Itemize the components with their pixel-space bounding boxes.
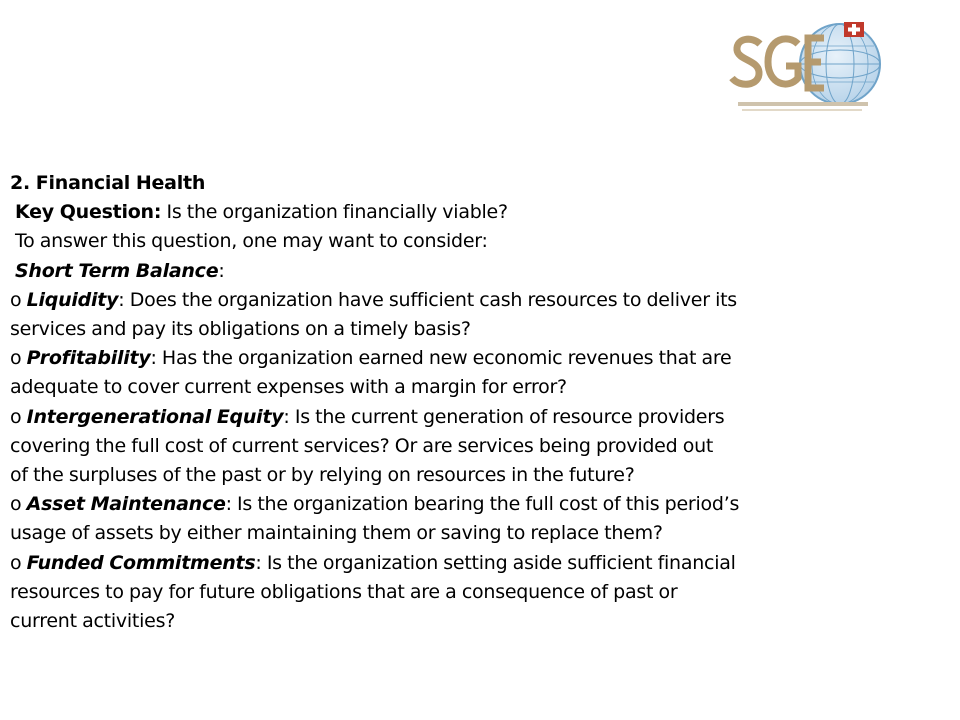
bullet-intergenerational-equity: o Intergenerational Equity: Is the current generation of resource providers <box>10 405 725 428</box>
logo-letters <box>732 38 824 88</box>
bullet-funded-commitments-cont: current activities? <box>10 610 176 633</box>
bullet-liquidity-cont: services and pay its obligations on a timely basis? <box>10 318 471 341</box>
bullet-profitability: o Profitability: Has the organization earned new economic revenues that are <box>10 347 732 370</box>
key-question-text: Is the organization financially viable? <box>161 201 508 224</box>
bullet-liquidity: o Liquidity: Does the organization have sufficient cash resources to deliver its <box>10 288 737 311</box>
bullet-asset-maintenance-cont: usage of assets by either maintaining them or saving to replace them? <box>10 522 663 545</box>
bullet-intergenerational-equity-cont: of the surpluses of the past or by relying on resources in the future? <box>10 464 635 487</box>
sgeo-logo <box>728 14 893 124</box>
bullet-funded-commitments-cont: resources to pay for future obligations that are a consequence of past or <box>10 580 678 603</box>
bullet-asset-maintenance: o Asset Maintenance: Is the organization bearing the full cost of this period’s <box>10 493 740 516</box>
section-heading: 2. Financial Health <box>10 172 206 194</box>
intro-text: To answer this question, one may want to consider: <box>15 230 488 253</box>
logo-tagline <box>738 102 868 111</box>
key-question <box>10 198 870 227</box>
globe-icon <box>728 14 893 124</box>
flag <box>844 22 864 37</box>
bullet-intergenerational-equity-cont: covering the full cost of current services? Or are services being provided out <box>10 434 714 457</box>
key-question-label: Key Question: <box>15 201 162 224</box>
subheading: Short Term Balance: <box>15 259 225 282</box>
bullet-profitability-cont: adequate to cover current expenses with a margin for error? <box>10 376 567 399</box>
document-body <box>10 169 870 636</box>
bullet-funded-commitments: o Funded Commitments: Is the organization setting aside sufficient financial <box>10 551 736 574</box>
